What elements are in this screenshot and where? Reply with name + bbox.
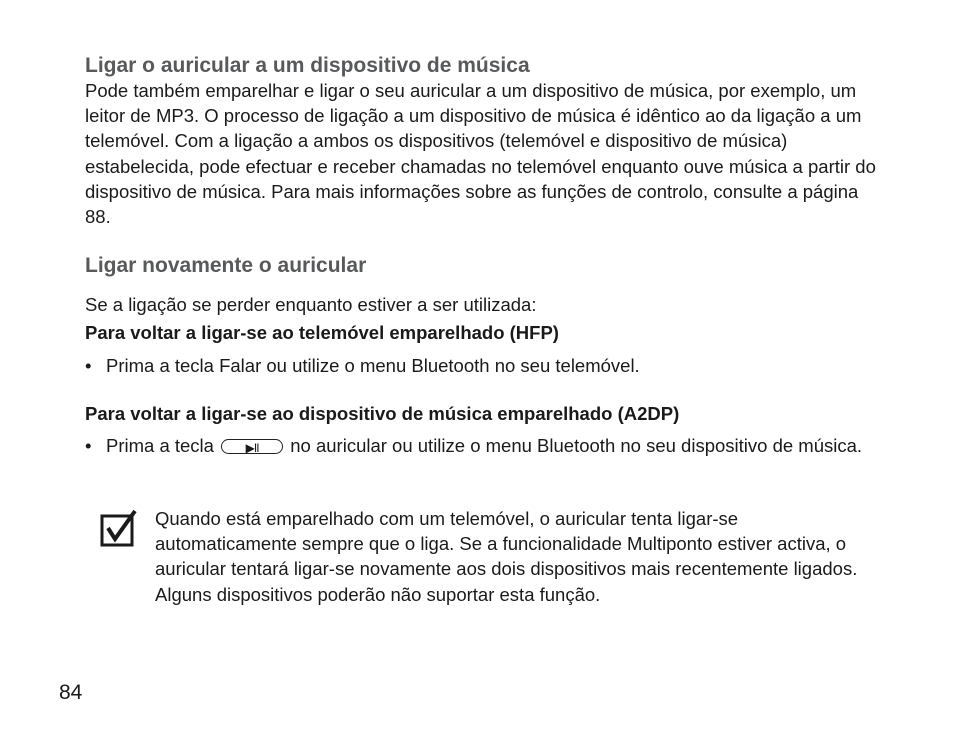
a2dp-heading: Para voltar a ligar-se ao dispositivo de música emparelhado (A2DP) <box>85 403 680 424</box>
section-body-music-device: Pode também emparelhar e ligar o seu auricular a um dispositivo de música, por exemplo, um leitor de MP3. O processo de ligação a um dispositivo de música é idêntico ao da ligação a um telemóvel. Com a ligação a ambos os dispositivos (telemóvel e dispositivo de música) estabelecida, pode efectuar e receber chamadas no telemóvel enquanto ouve música a partir do dispositivo de música. Para mais informações sobre as funções de controlo, consulte a página 88. <box>85 80 876 228</box>
page-number: 84 <box>59 681 83 704</box>
a2dp-bullet-after: no auricular ou utilize o menu Bluetooth no seu dispositivo de música. <box>290 435 863 456</box>
note-text: Quando está emparelhado com um telemóvel, o auricular tenta ligar-se automaticamente sempre que o liga. Se a funcionalidade Multiponto estiver activa, o auricular tentará ligar-se novamente aos dois dispositivos mais recentemente ligados. Alguns dispositivos poderão não suportar esta função. <box>155 508 858 605</box>
play-pause-key-glyph: ▶II <box>245 441 259 455</box>
a2dp-bullet-before: Prima a tecla <box>106 435 214 456</box>
hfp-bullet-text: Prima a tecla Falar ou utilize o menu Bluetooth no seu telemóvel. <box>106 355 640 376</box>
a2dp-bullet <box>85 433 885 458</box>
bullet-dot: • <box>85 355 92 376</box>
section-title-reconnect: Ligar novamente o auricular <box>85 254 367 277</box>
checkbox-check-icon <box>100 508 138 548</box>
a2dp-bullet-text <box>106 433 885 458</box>
hfp-bullet <box>85 353 885 378</box>
play-pause-key-icon <box>221 439 283 454</box>
reconnect-intro: Se a ligação se perder enquanto estiver a ser utilizada: <box>85 294 537 315</box>
hfp-heading: Para voltar a ligar-se ao telemóvel emparelhado (HFP) <box>85 322 559 343</box>
section-title-music-device: Ligar o auricular a um dispositivo de música <box>85 54 530 77</box>
bullet-dot: • <box>85 435 92 456</box>
